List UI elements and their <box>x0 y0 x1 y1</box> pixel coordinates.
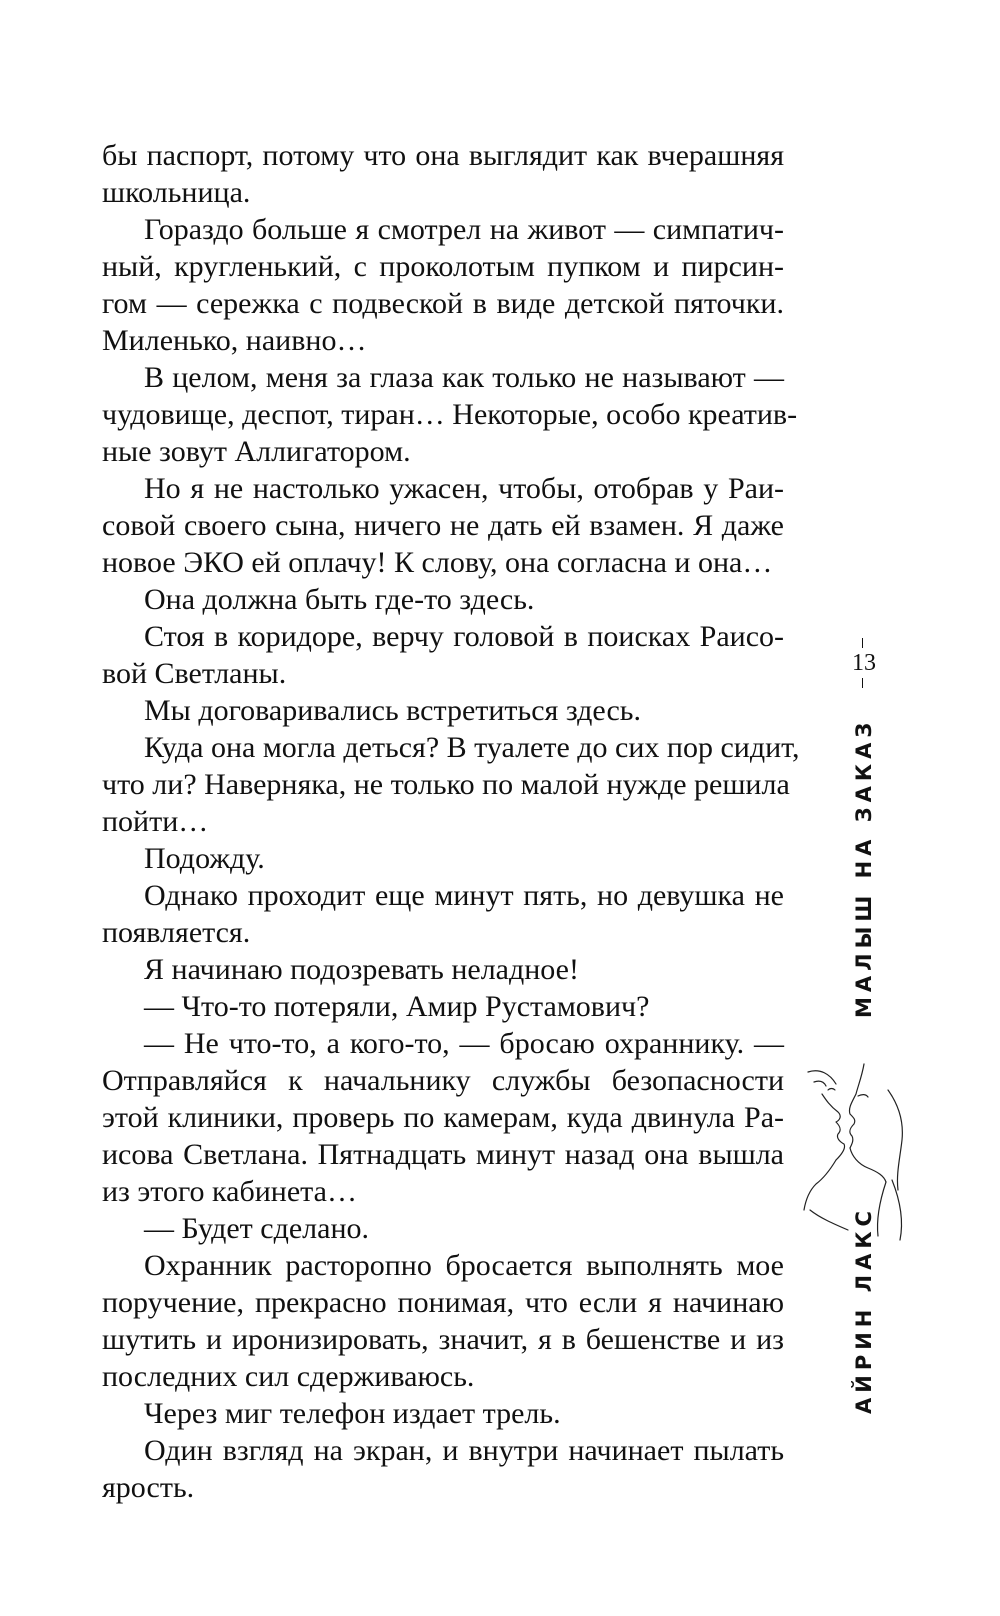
text-line: ный, кругленький, с проколотым пупком и пирсин- <box>102 250 784 283</box>
text-line: чудовище, деспот, тиран… Некоторые, особо креатив- <box>102 398 798 431</box>
page-number: 13 <box>852 650 876 676</box>
text-line: вой Светланы. <box>102 657 287 690</box>
text-line: новое ЭКО ей оплачу! К слову, она согласна и она… <box>102 546 773 579</box>
text-line: Подожду. <box>144 842 265 875</box>
text-line: Я начинаю подозревать неладное! <box>144 953 579 986</box>
page-number-block <box>842 638 886 690</box>
text-line: ные зовут Аллигатором. <box>102 435 411 468</box>
text-line: совой своего сына, ничего не дать ей взамен. Я даже <box>102 509 784 542</box>
text-line: школьница. <box>102 176 251 209</box>
body-text <box>102 137 800 1506</box>
page-number-rule-top <box>862 638 863 648</box>
text-line: Стоя в коридоре, верчу головой в поисках Раисо- <box>144 620 784 653</box>
text-line: — Что-то потеряли, Амир Рустамович? <box>144 990 650 1023</box>
text-line: бы паспорт, потому что она выглядит как вчерашняя <box>102 139 784 172</box>
text-line: Однако проходит еще минут пять, но девушка не <box>144 879 784 912</box>
text-line: В целом, меня за глаза как только не называют — <box>144 361 784 394</box>
text-line: Гораздо больше я смотрел на живот — симпатич- <box>144 213 784 246</box>
text-line: Через миг телефон издает трель. <box>144 1397 561 1430</box>
page-number-rule-bottom <box>862 678 863 688</box>
text-line: что ли? Наверняка, не только по малой нужде решила <box>102 768 790 801</box>
text-line: исова Светлана. Пятнадцать минут назад она вышла <box>102 1138 784 1171</box>
text-line: гом — сережка с подвеской в виде детской пяточки. <box>102 287 784 320</box>
text-line: Отправляйся к начальнику службы безопасности <box>102 1064 784 1097</box>
text-line: Мы договаривались встретиться здесь. <box>144 694 641 727</box>
text-line: этой клиники, проверь по камерам, куда двинула Ра- <box>102 1101 784 1134</box>
text-line: последних сил сдерживаюсь. <box>102 1360 475 1393</box>
text-line: Один взгляд на экран, и внутри начинает пылать <box>144 1434 784 1467</box>
text-line: пойти… <box>102 805 209 838</box>
running-head-author: АЙРИН ЛАКС <box>852 1206 876 1414</box>
text-line: из этого кабинета… <box>102 1175 357 1208</box>
text-line: появляется. <box>102 916 251 949</box>
text-line: Миленько, наивно… <box>102 324 367 357</box>
text-line: — Не что-то, а кого-то, — бросаю охраннику. — <box>144 1027 784 1060</box>
text-line: Охранник расторопно бросается выполнять мое <box>144 1249 784 1282</box>
text-line: шутить и иронизировать, значит, я в бешенстве и из <box>102 1323 784 1356</box>
text-line: поручение, прекрасно понимая, что если я начинаю <box>102 1286 784 1319</box>
text-line: — Будет сделано. <box>144 1212 370 1245</box>
text-line: ярость. <box>102 1471 195 1504</box>
running-head-title: МАЛЫШ НА ЗАКАЗ <box>852 717 876 1018</box>
text-line: Куда она могла деться? В туалете до сих пор сидит, <box>144 731 800 764</box>
text-line: Она должна быть где-то здесь. <box>144 583 535 616</box>
text-line: Но я не настолько ужасен, чтобы, отобрав у Раи- <box>144 472 784 505</box>
